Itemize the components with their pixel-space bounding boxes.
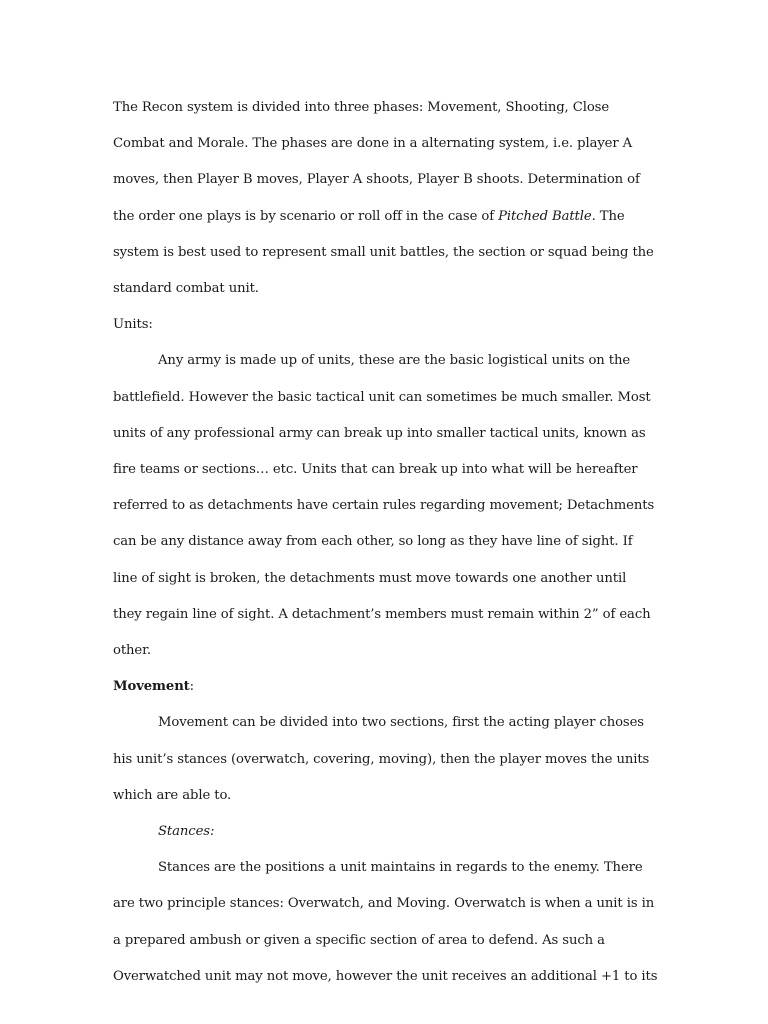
movement-heading — [113, 669, 658, 705]
stances-paragraph: Stances are the positions a unit maintains in regards to the enemy. There are two principle stances: Overwatch, and Moving. Overwatch is when a unit is in a prepared ambush or given a specific section of area to defend. As such a Overwatched unit may not move, however the unit receives an additional +1 to its — [113, 860, 658, 984]
pitched-battle-term: Pitched Battle — [498, 208, 592, 224]
units-heading: Units: — [113, 317, 153, 333]
movement-paragraph: Movement can be divided into two sections, first the acting player choses his unit’s stances (overwatch, covering, moving), then the player moves the units which are able to. — [113, 715, 650, 803]
intro-text-part1: The Recon system is divided into three phases: Movement, Shooting, Close Combat and Morale. The phases are done in a alternating system, i.e. player A moves, then Player B moves, Player A shoots, Player B shoots. Determination of the order one plays is by scenario or roll off in the case of — [113, 100, 640, 224]
intro-paragraph — [113, 90, 658, 307]
movement-heading-colon: : — [189, 679, 195, 695]
stances-heading: Stances: — [158, 824, 215, 840]
movement-heading-text: Movement — [113, 679, 190, 695]
units-paragraph: Any army is made up of units, these are the basic logistical units on the battlefield. However the basic tactical unit can sometimes be much smaller. Most units of any professional army can break up into smaller tactical units, known as fire teams or sections… etc. Units that can break up into what will be hereafter referred to as detachments have certain rules regarding movement; Detachments can be any distance away from each other, so long as they have line of sight. If line of sight is broken, the detachments must move towards one another until they regain line of sight. A detachment’s members must remain within 2” of each other. — [113, 353, 655, 659]
intro-text-part2: . The system is best used to represent small unit battles, the section or squad being the standard combat unit. — [113, 208, 654, 297]
document-page — [113, 90, 658, 995]
